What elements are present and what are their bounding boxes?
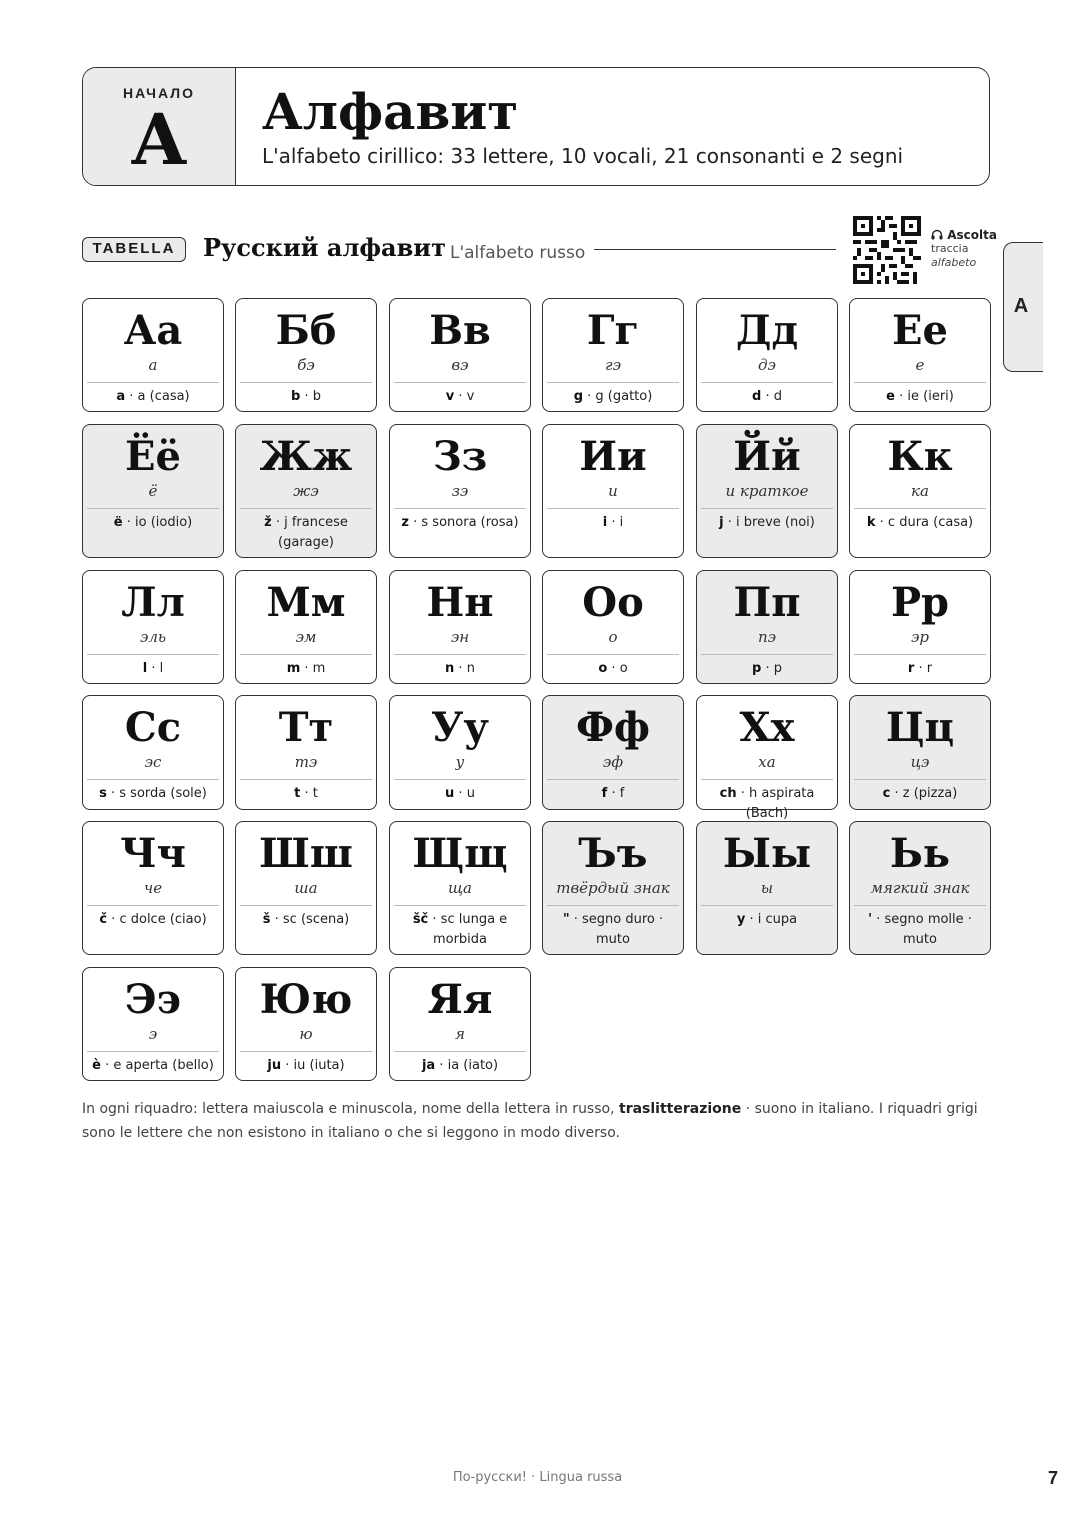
letter-name: эм xyxy=(295,628,317,646)
letter-glyph: Зз xyxy=(432,433,488,480)
letter-card xyxy=(235,424,377,558)
italian-sound: m xyxy=(312,661,326,676)
card-divider xyxy=(547,654,679,655)
card-divider xyxy=(240,1051,372,1052)
letter-card xyxy=(696,298,838,412)
letter-name: я xyxy=(455,1025,465,1043)
italian-sound: a (casa) xyxy=(137,389,190,404)
transliteration: b xyxy=(291,389,301,404)
letter-name: бэ xyxy=(297,356,315,374)
letter-pronunciation: " · segno duro · muto xyxy=(562,912,664,947)
letter-pronunciation: ju · iu (iuta) xyxy=(267,1058,345,1073)
card-divider xyxy=(87,905,219,906)
headphones-icon xyxy=(931,229,943,240)
card-divider xyxy=(240,382,372,383)
side-tab[interactable] xyxy=(1003,242,1043,372)
transliteration: " xyxy=(562,912,570,927)
letter-glyph: Чч xyxy=(120,830,186,877)
letter-glyph: Ии xyxy=(579,433,647,480)
letter-glyph: Ее xyxy=(892,307,948,354)
italian-sound: p xyxy=(773,661,782,676)
card-divider xyxy=(87,1051,219,1052)
letter-name: эр xyxy=(910,628,929,646)
letter-name: о xyxy=(608,628,618,646)
card-divider xyxy=(240,905,372,906)
footnote-text-end: · suono in italiano. I riquadri grigi sono le lettere che non esistono in italiano o che si leggono in modo diverso. xyxy=(82,1101,978,1141)
letter-pronunciation: e · ie (ieri) xyxy=(886,389,954,404)
letter-card xyxy=(849,821,991,955)
letter-name: ю xyxy=(299,1025,313,1043)
letter-card xyxy=(235,967,377,1081)
card-divider xyxy=(394,382,526,383)
letter-name: зэ xyxy=(451,482,469,500)
letter-pronunciation: è · e aperta (bello) xyxy=(92,1058,214,1073)
letter-glyph: Сс xyxy=(124,704,182,751)
letter-card xyxy=(849,298,991,412)
italian-sound: i xyxy=(619,515,624,530)
letter-card xyxy=(849,695,991,810)
transliteration: o xyxy=(598,661,608,676)
card-divider xyxy=(87,382,219,383)
transliteration: j xyxy=(719,515,724,530)
letter-pronunciation: č · c dolce (ciao) xyxy=(99,912,207,927)
letter-pronunciation: š · sc (scena) xyxy=(262,912,350,927)
letter-card xyxy=(235,298,377,412)
italian-sound: d xyxy=(773,389,782,404)
italian-sound: i breve (noi) xyxy=(736,515,815,530)
letter-pronunciation: j · i breve (noi) xyxy=(719,515,815,530)
italian-sound: n xyxy=(466,661,475,676)
letter-glyph: Тт xyxy=(278,704,334,751)
card-divider xyxy=(240,654,372,655)
letter-pronunciation: u · u xyxy=(445,786,475,801)
letter-pronunciation: f · f xyxy=(601,786,625,801)
letter-name: твёрдый знак xyxy=(556,879,670,897)
letter-glyph: Нн xyxy=(426,579,494,626)
letter-pronunciation: p · p xyxy=(752,661,782,676)
letter-card xyxy=(82,298,224,412)
letter-name: ы xyxy=(760,879,774,897)
page-footer: По-русски! · Lingua russa xyxy=(452,1470,623,1485)
card-divider xyxy=(87,779,219,780)
italian-sound: j francese (garage) xyxy=(278,515,348,550)
chapter-kicker: НАЧАЛО xyxy=(123,85,195,101)
letter-glyph: Жж xyxy=(259,433,353,480)
letter-glyph: Лл xyxy=(121,579,185,626)
letter-pronunciation: v · v xyxy=(445,389,475,404)
chapter-header xyxy=(82,67,990,186)
letter-name: эс xyxy=(144,753,162,771)
card-divider xyxy=(394,654,526,655)
letter-name: дэ xyxy=(758,356,776,374)
letter-name: пэ xyxy=(757,628,777,646)
letter-card xyxy=(696,424,838,558)
letter-name: а xyxy=(148,356,158,374)
card-divider xyxy=(701,779,833,780)
letter-pronunciation: n · n xyxy=(445,661,475,676)
side-tab-label: A xyxy=(1013,295,1029,317)
card-divider xyxy=(547,508,679,509)
transliteration: ju xyxy=(267,1058,282,1073)
transliteration: t xyxy=(294,786,301,801)
letter-pronunciation: i · i xyxy=(602,515,624,530)
italian-sound: g (gatto) xyxy=(595,389,653,404)
transliteration: c xyxy=(882,786,891,801)
letter-pronunciation: z · s sonora (rosa) xyxy=(401,515,519,530)
transliteration: z xyxy=(401,515,409,530)
card-divider xyxy=(701,905,833,906)
letter-glyph: Ыы xyxy=(722,830,812,877)
italian-sound: sc lunga e morbida xyxy=(432,912,508,947)
letter-name: эль xyxy=(139,628,167,646)
card-divider xyxy=(394,905,526,906)
letter-card xyxy=(82,424,224,558)
italian-sound: segno molle · muto xyxy=(884,912,972,947)
transliteration: r xyxy=(907,661,915,676)
transliteration: n xyxy=(445,661,455,676)
transliteration: m xyxy=(286,661,301,676)
letter-card xyxy=(696,821,838,955)
letter-card xyxy=(849,424,991,558)
transliteration: č xyxy=(99,912,108,927)
letter-name: е xyxy=(915,356,925,374)
letter-name: вэ xyxy=(451,356,469,374)
transliteration: p xyxy=(752,661,762,676)
letter-card xyxy=(82,967,224,1081)
letter-card xyxy=(389,424,531,558)
letter-name: ка xyxy=(911,482,929,500)
card-divider xyxy=(240,508,372,509)
italian-sound: s sorda (sole) xyxy=(119,786,207,801)
transliteration: u xyxy=(445,786,455,801)
transliteration: k xyxy=(866,515,876,530)
transliteration: ja xyxy=(421,1058,436,1073)
letter-pronunciation: a · a (casa) xyxy=(116,389,190,404)
audio-label: Ascolta xyxy=(947,228,997,242)
transliteration: i xyxy=(602,515,608,530)
letter-name: гэ xyxy=(605,356,621,374)
transliteration: s xyxy=(99,786,107,801)
card-divider xyxy=(87,654,219,655)
italian-sound: v xyxy=(466,389,475,404)
italian-sound: u xyxy=(466,786,475,801)
audio-note[interactable] xyxy=(931,228,1003,270)
italian-sound: sc (scena) xyxy=(282,912,350,927)
qr-code-icon[interactable] xyxy=(853,216,921,284)
audio-line-2: traccia xyxy=(931,242,969,255)
audio-label-row xyxy=(931,228,1003,242)
letter-name: ха xyxy=(758,753,776,771)
letter-card xyxy=(389,570,531,684)
letter-name: и краткое xyxy=(725,482,809,500)
footnote xyxy=(82,1097,994,1145)
letter-card xyxy=(542,570,684,684)
italian-sound: c dolce (ciao) xyxy=(119,912,207,927)
letter-card xyxy=(389,298,531,412)
letter-pronunciation: m · m xyxy=(286,661,326,676)
chapter-badge xyxy=(83,68,236,185)
letter-glyph: Аа xyxy=(123,307,183,354)
letter-name: тэ xyxy=(294,753,318,771)
letter-card xyxy=(82,570,224,684)
letter-pronunciation: g · g (gatto) xyxy=(573,389,653,404)
audio-line-3: alfabeto xyxy=(931,256,977,269)
chapter-title: Алфавит xyxy=(262,82,519,141)
letter-pronunciation: b · b xyxy=(291,389,321,404)
transliteration: v xyxy=(445,389,455,404)
letter-name: мягкий знак xyxy=(870,879,970,897)
card-divider xyxy=(547,905,679,906)
chapter-letter: А xyxy=(130,98,188,181)
italian-sound: iu (iuta) xyxy=(293,1058,345,1073)
letter-card xyxy=(542,821,684,955)
letter-card xyxy=(696,570,838,684)
letter-card xyxy=(82,821,224,955)
card-divider xyxy=(854,654,986,655)
chapter-subtitle: L'alfabeto cirillico: 33 lettere, 10 vocali, 21 consonanti e 2 segni xyxy=(262,144,904,168)
card-divider xyxy=(394,779,526,780)
letter-name: че xyxy=(143,879,163,897)
letter-glyph: Ьь xyxy=(889,830,951,877)
letter-glyph: Ээ xyxy=(124,976,182,1023)
letter-card xyxy=(235,695,377,810)
letter-name: эф xyxy=(602,753,624,771)
card-divider xyxy=(701,508,833,509)
italian-sound: ie (ieri) xyxy=(907,389,954,404)
letter-pronunciation: k · c dura (casa) xyxy=(866,515,974,530)
italian-sound: f xyxy=(619,786,625,801)
letter-pronunciation: t · t xyxy=(294,786,318,801)
letter-card xyxy=(82,695,224,810)
letter-name: и xyxy=(608,482,618,500)
letter-card xyxy=(849,570,991,684)
letter-name: цэ xyxy=(910,753,930,771)
transliteration: šč xyxy=(412,912,429,927)
italian-sound: c dura (casa) xyxy=(887,515,974,530)
letter-pronunciation: r · r xyxy=(907,661,933,676)
transliteration: ë xyxy=(113,515,123,530)
transliteration: š xyxy=(262,912,271,927)
transliteration: a xyxy=(116,389,126,404)
page-number: 7 xyxy=(1047,1468,1058,1488)
transliteration: ch xyxy=(719,786,737,801)
letter-name: ё xyxy=(148,482,158,500)
letter-glyph: Рр xyxy=(890,579,950,626)
card-divider xyxy=(394,1051,526,1052)
letter-pronunciation: l · l xyxy=(142,661,164,676)
letter-card xyxy=(542,424,684,558)
letter-glyph: Йй xyxy=(733,433,801,480)
letter-glyph: Мм xyxy=(266,579,346,626)
card-divider xyxy=(394,508,526,509)
letter-card xyxy=(389,695,531,810)
transliteration: g xyxy=(573,389,583,404)
section-subtitle: L'alfabeto russo xyxy=(450,243,586,263)
italian-sound: e aperta (bello) xyxy=(113,1058,214,1073)
italian-sound: ia (iato) xyxy=(447,1058,499,1073)
letter-card xyxy=(542,298,684,412)
letter-card xyxy=(235,570,377,684)
card-divider xyxy=(240,779,372,780)
card-divider xyxy=(854,382,986,383)
italian-sound: r xyxy=(926,661,933,676)
italian-sound: l xyxy=(159,661,164,676)
letter-card xyxy=(696,695,838,821)
letter-glyph: Юю xyxy=(259,976,353,1023)
letter-pronunciation: c · z (pizza) xyxy=(882,786,958,801)
letter-glyph: Вв xyxy=(429,307,491,354)
letter-card xyxy=(389,967,531,1081)
italian-sound: h aspirata (Bach) xyxy=(745,786,815,821)
italian-sound: o xyxy=(619,661,628,676)
italian-sound: z (pizza) xyxy=(902,786,958,801)
letter-glyph: Уу xyxy=(430,704,490,751)
letter-glyph: Кк xyxy=(887,433,953,480)
letter-name: ща xyxy=(448,879,472,897)
letter-card xyxy=(389,821,531,955)
letter-name: эн xyxy=(450,628,470,646)
letter-glyph: Дд xyxy=(735,307,799,354)
transliteration: ž xyxy=(264,515,272,530)
letter-pronunciation: ' · segno molle · muto xyxy=(868,912,972,947)
footnote-bold: traslitterazione xyxy=(619,1101,742,1117)
letter-glyph: Фф xyxy=(575,704,651,751)
letter-name: жэ xyxy=(293,482,319,500)
letter-pronunciation: šč · sc lunga e morbida xyxy=(412,912,508,947)
letter-glyph: Ёё xyxy=(125,433,181,480)
letter-pronunciation: o · o xyxy=(598,661,628,676)
transliteration: e xyxy=(886,389,895,404)
footnote-text: In ogni riquadro: lettera maiuscola e minuscola, nome della lettera in russo, xyxy=(82,1101,619,1117)
italian-sound: t xyxy=(312,786,318,801)
section-tag: TABELLA xyxy=(82,237,186,262)
letter-pronunciation: d · d xyxy=(752,389,782,404)
letter-pronunciation: y · i cupa xyxy=(736,912,798,927)
letter-pronunciation: ž · j francese (garage) xyxy=(264,515,348,550)
letter-glyph: Шш xyxy=(259,830,353,877)
transliteration: è xyxy=(92,1058,101,1073)
letter-glyph: Яя xyxy=(427,976,493,1023)
transliteration: y xyxy=(736,912,746,927)
letter-name: ша xyxy=(294,879,318,897)
card-divider xyxy=(701,654,833,655)
letter-pronunciation: ja · ia (iato) xyxy=(421,1058,499,1073)
card-divider xyxy=(854,905,986,906)
letter-pronunciation: s · s sorda (sole) xyxy=(99,786,207,801)
letter-name: у xyxy=(455,753,465,771)
card-divider xyxy=(854,779,986,780)
letter-glyph: Оо xyxy=(582,579,644,626)
letter-glyph: Ъъ xyxy=(578,830,648,877)
card-divider xyxy=(547,382,679,383)
letter-card xyxy=(235,821,377,955)
card-divider xyxy=(547,779,679,780)
letter-glyph: Бб xyxy=(275,307,337,354)
italian-sound: io (iodio) xyxy=(135,515,193,530)
card-divider xyxy=(87,508,219,509)
letter-pronunciation: ch · h aspirata (Bach) xyxy=(719,786,815,821)
italian-sound: segno duro · muto xyxy=(582,912,664,947)
transliteration: d xyxy=(752,389,762,404)
letter-pronunciation: ë · io (iodio) xyxy=(113,515,193,530)
letter-name: э xyxy=(148,1025,158,1043)
letter-glyph: Хх xyxy=(739,704,795,751)
section-rule xyxy=(594,249,836,250)
transliteration: l xyxy=(142,661,148,676)
letter-glyph: Щщ xyxy=(412,830,508,877)
letter-glyph: Гг xyxy=(586,307,640,354)
letter-glyph: Цц xyxy=(885,704,955,751)
card-divider xyxy=(701,382,833,383)
italian-sound: i cupa xyxy=(757,912,798,927)
transliteration: ' xyxy=(868,912,873,927)
transliteration: f xyxy=(601,786,608,801)
letter-card xyxy=(542,695,684,810)
italian-sound: s sonora (rosa) xyxy=(421,515,519,530)
card-divider xyxy=(854,508,986,509)
section-title: Русский алфавит xyxy=(203,233,446,262)
letter-glyph: Пп xyxy=(733,579,801,626)
italian-sound: b xyxy=(312,389,321,404)
